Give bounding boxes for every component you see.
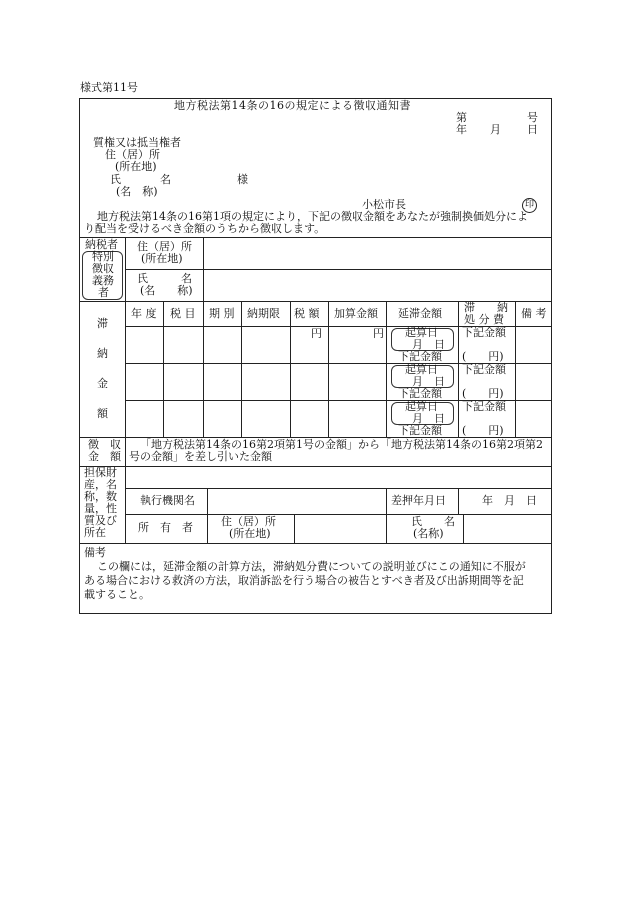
- kaki-kingaku-shobun: 下記金額: [462, 400, 506, 413]
- owner-name-sub: (名称): [413, 527, 444, 540]
- tsukihi-label: 月 日: [412, 338, 445, 351]
- collateral-label-2: 産，名: [84, 478, 117, 491]
- date-nen: 年: [456, 123, 467, 136]
- paren-yen: ( 円): [462, 350, 504, 363]
- owner-name-label: 氏 名: [411, 515, 455, 528]
- owner-address-label: 住（居）所: [221, 515, 276, 528]
- taxpayer-label-3: 徴収: [92, 262, 114, 275]
- addressee-sama: 様: [237, 173, 248, 186]
- taxpayer-label-1: 納税者: [85, 238, 118, 251]
- owner-label: 所 有 者: [138, 521, 193, 534]
- taxpayer-label-5: 者: [98, 286, 109, 299]
- paren-yen: ( 円): [462, 424, 504, 437]
- taxpayer-label-2: 特別: [92, 250, 114, 263]
- arrears-label-3: 金: [97, 377, 108, 390]
- collateral-label-4: 量，性: [84, 502, 117, 515]
- owner-address-sub: (所在地): [229, 527, 271, 540]
- addressee-name-sub: (名 称): [116, 185, 158, 198]
- kaki-kingaku-entai: 下記金額: [398, 350, 442, 363]
- col-header-zeigaku: 税 額: [294, 307, 320, 320]
- addressee-name-label-b: 名: [160, 173, 171, 186]
- date-tsuki: 月: [490, 123, 501, 136]
- kisanbi-label: 起算日: [405, 363, 438, 376]
- unit-yen-zeigaku: 円: [311, 327, 322, 340]
- col-header-tainou-1: 滞 納: [464, 301, 508, 314]
- tsukihi-label: 月 日: [412, 412, 445, 425]
- addressee-name-label-a: 氏: [110, 173, 121, 186]
- document-title: 地方税法第14条の16の規定による徴収通知書: [174, 99, 411, 112]
- intro-text-line2: り配当を受けるべき金額のうちから徴収します。: [84, 222, 326, 235]
- arrears-label-2: 納: [97, 347, 108, 360]
- intro-text-line1: 地方税法第14条の16第1項の規定により，下記の徴収金額をあなたが強制換価処分によ: [97, 210, 528, 223]
- taxpayer-name-label: 氏 名: [137, 272, 192, 285]
- taxpayer-address-sub: (所在地): [141, 252, 183, 265]
- remarks-heading: 備考: [84, 546, 106, 559]
- remarks-line1: この欄には，延滞金額の計算方法，滞納処分費についての説明並びにこの通知に不服が: [97, 560, 526, 573]
- col-header-noukigen: 納期限: [247, 307, 280, 320]
- seizure-date-value: 年 月 日: [482, 494, 537, 507]
- number-go: 号: [527, 111, 538, 124]
- paren-yen: ( 円): [462, 387, 504, 400]
- seizure-date-label: 差押年月日: [391, 494, 446, 507]
- collection-text-line2: 号の金額」を差し引いた金額: [129, 450, 272, 463]
- collateral-label-5: 質及び: [84, 514, 117, 527]
- col-header-bikou: 備 考: [521, 307, 547, 320]
- collection-text-line1: 「地方税法第14条の16第2項第1号の金額」から「地方税法第14条の16第2項第2: [140, 438, 543, 451]
- kaki-kingaku-shobun: 下記金額: [462, 363, 506, 376]
- unit-yen-kasan: 円: [373, 327, 384, 340]
- kisanbi-label: 起算日: [405, 326, 438, 339]
- tsukihi-label: 月 日: [412, 375, 445, 388]
- col-header-tainou-2: 処 分 費: [464, 313, 504, 326]
- remarks-line3: 載すること。: [84, 588, 150, 601]
- kisanbi-label: 起算日: [405, 400, 438, 413]
- col-header-kasan: 加算金額: [334, 307, 378, 320]
- issuer-name: 小松市長: [362, 198, 406, 211]
- agency-label: 執行機関名: [140, 494, 195, 507]
- date-hi: 日: [527, 123, 538, 136]
- kaki-kingaku-entai: 下記金額: [398, 424, 442, 437]
- collateral-label-3: 称，数: [84, 490, 117, 503]
- collateral-label-1: 担保財: [84, 466, 117, 479]
- taxpayer-label-4: 義務: [92, 274, 114, 287]
- kaki-kingaku-entai: 下記金額: [398, 387, 442, 400]
- remarks-line2: ある場合における救済の方法，取消訴訟を行う場合の被告とすべき者及び出訴期間等を記: [84, 574, 524, 587]
- collateral-label-6: 所在: [84, 526, 106, 539]
- addressee-address-sub: (所在地): [115, 160, 157, 173]
- col-header-zeimoku: 税 目: [170, 307, 196, 320]
- arrears-label-1: 滞: [97, 317, 108, 330]
- kaki-kingaku-shobun: 下記金額: [462, 326, 506, 339]
- taxpayer-name-sub: (名 称): [140, 284, 193, 297]
- number-dai: 第: [456, 111, 467, 124]
- taxpayer-address-label: 住（居）所: [137, 240, 192, 253]
- seal-mark: 印: [522, 198, 537, 213]
- col-header-kibetsu: 期 別: [209, 307, 235, 320]
- addressee-heading: 質権又は抵当権者: [93, 136, 181, 149]
- collection-label-2: 金 額: [88, 450, 121, 463]
- arrears-label-4: 額: [97, 407, 108, 420]
- collection-label-1: 徴 収: [88, 438, 121, 451]
- col-header-nendo: 年 度: [131, 307, 157, 320]
- form-id: 様式第11号: [80, 81, 138, 94]
- col-header-entai: 延滞金額: [398, 307, 442, 320]
- addressee-address-label: 住（居）所: [105, 148, 160, 161]
